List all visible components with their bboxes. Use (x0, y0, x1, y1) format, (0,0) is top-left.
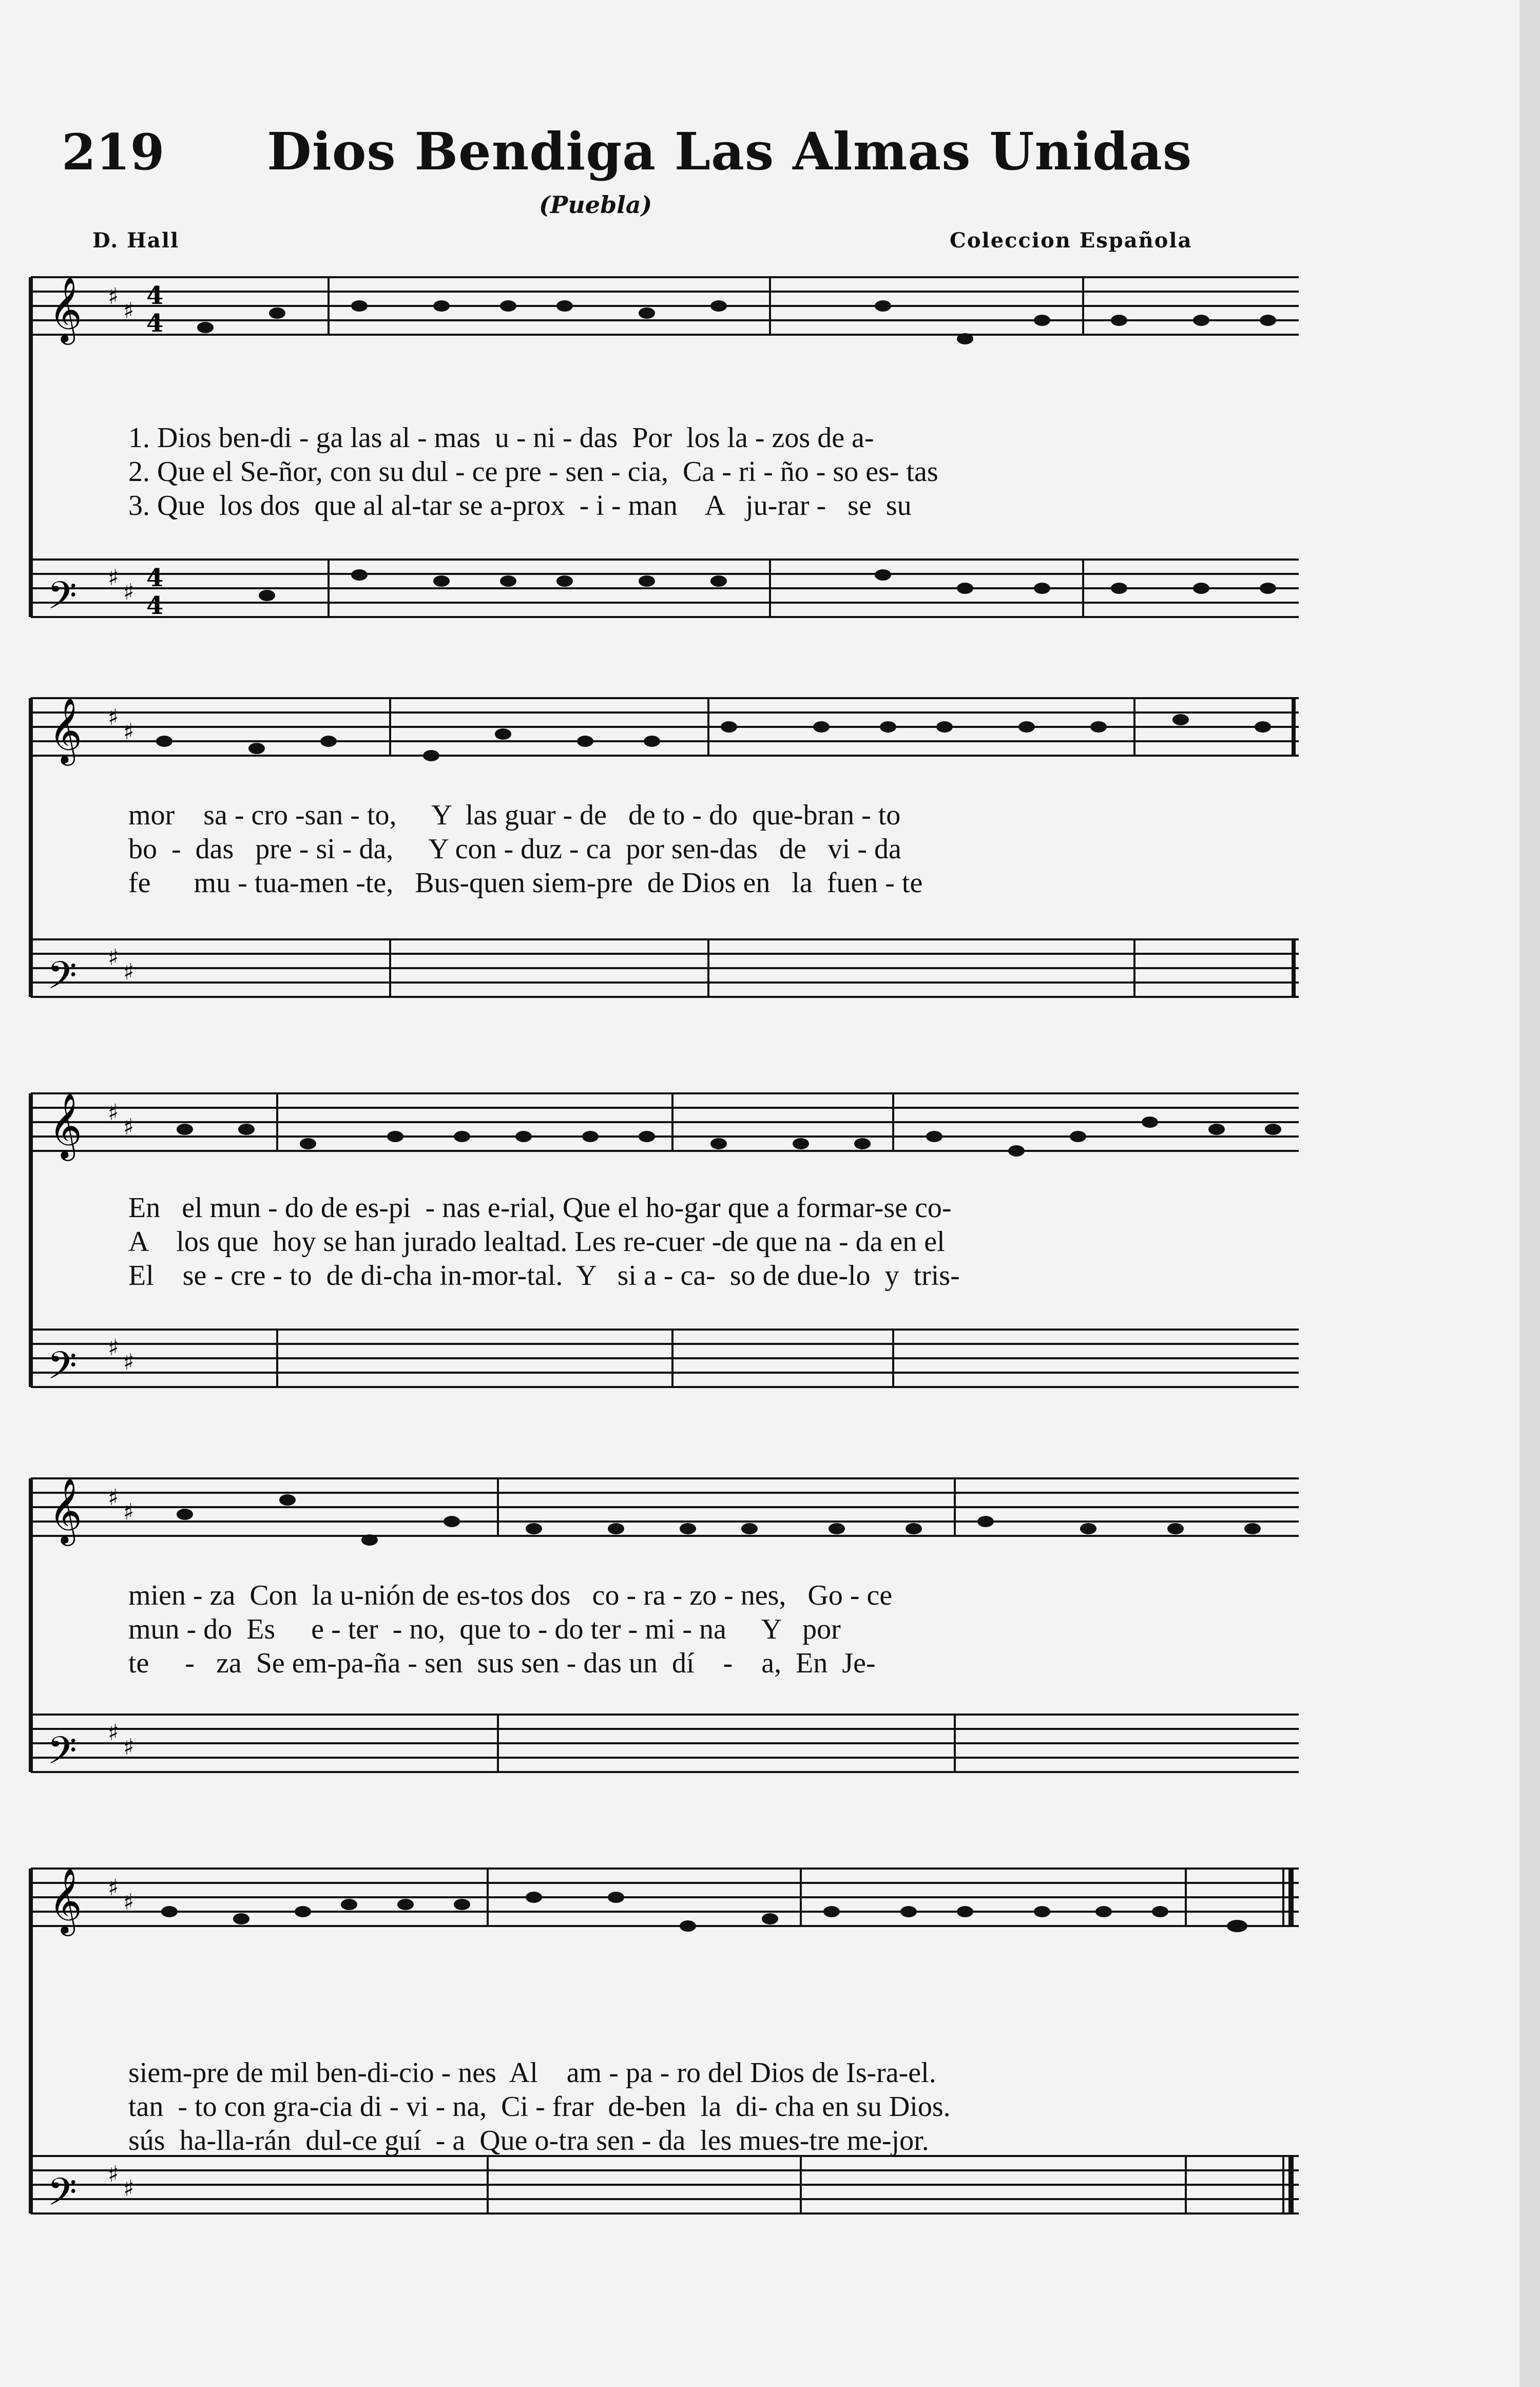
svg-text:4: 4 (146, 281, 164, 310)
lyrics-system-2 (128, 798, 1324, 900)
lyrics-system-1 (128, 421, 1324, 523)
svg-text:4: 4 (146, 309, 164, 338)
lyric-line: mor sa - cro -san - to, Y las guar - de de to - do que-bran - to (128, 799, 901, 831)
svg-text:♯: ♯ (123, 298, 134, 324)
svg-text:♯: ♯ (108, 2161, 119, 2187)
svg-text:♯: ♯ (108, 565, 119, 591)
svg-text:𝄞: 𝄞 (49, 276, 83, 342)
svg-text:♯: ♯ (123, 719, 134, 745)
lyrics-system-4 (128, 1578, 1324, 1680)
svg-text:♯: ♯ (123, 1114, 134, 1140)
page-edge (1519, 0, 1540, 2387)
svg-text:𝄢: 𝄢 (47, 573, 77, 627)
svg-text:♯: ♯ (108, 1720, 119, 1746)
svg-text:𝄞: 𝄞 (49, 1092, 83, 1158)
hymn-number: 219 (62, 123, 165, 181)
lyric-line: En el mun - do de es-pi - nas e-rial, Que el ho-gar que a formar-se co- (128, 1192, 952, 1224)
svg-text:♯: ♯ (123, 2176, 134, 2202)
svg-text:♯: ♯ (108, 1875, 119, 1901)
svg-text:♯: ♯ (123, 1889, 134, 1915)
svg-text:♯: ♯ (108, 704, 119, 730)
lyric-line: sús ha-lla-rán dul-ce guí - a Que o-tra sen - da les mues-tre me-jor. (128, 2125, 929, 2157)
svg-text:♯: ♯ (108, 283, 119, 310)
lyric-line: te - za Se em-pa-ña - sen sus sen - das un dí - a, En Je- (128, 1647, 876, 1679)
svg-text:♯: ♯ (123, 959, 134, 985)
svg-text:𝄞: 𝄞 (49, 1477, 83, 1543)
lyrics-system-5 (128, 2056, 1324, 2158)
lyric-line: 1. Dios ben-di - ga las al - mas u - ni - das Por los la - zos de a- (128, 422, 874, 454)
svg-text:𝄢: 𝄢 (47, 2170, 77, 2224)
lyric-line: fe mu - tua-men -te, Bus-quen siem-pre de Dios en la fuen - te (128, 867, 923, 899)
hymn-title: Dios Bendiga Las Almas Unidas (267, 121, 1192, 182)
svg-text:♯: ♯ (123, 579, 134, 605)
svg-text:♯: ♯ (108, 1485, 119, 1511)
lyric-line: tan - to con gra-cia di - vi - na, Ci - frar de-ben la di- cha en su Dios. (128, 2091, 951, 2123)
svg-text:♯: ♯ (123, 1499, 134, 1525)
svg-text:4: 4 (146, 564, 164, 592)
lyric-line: 2. Que el Se-ñor, con su dul - ce pre - sen - cia, Ca - ri - ño - so es- tas (128, 456, 938, 488)
lyric-line: A los que hoy se han jurado lealtad. Les re-cuer -de que na - da en el (128, 1226, 945, 1258)
svg-text:4: 4 (146, 591, 164, 620)
svg-text:♯: ♯ (123, 1734, 134, 1760)
svg-text:𝄞: 𝄞 (49, 1868, 83, 1933)
lyric-line: bo - das pre - si - da, Y con - duz - ca por sen-das de vi - da (128, 833, 901, 865)
svg-text:♯: ♯ (108, 1100, 119, 1126)
lyric-line: mien - za Con la u-nión de es-tos dos co - ra - zo - nes, Go - ce (128, 1580, 893, 1611)
tune-name: (Puebla) (539, 191, 652, 219)
composer-credit: D. Hall (92, 228, 180, 253)
svg-text:𝄞: 𝄞 (49, 697, 83, 763)
svg-text:♯: ♯ (108, 1335, 119, 1361)
svg-text:♯: ♯ (108, 945, 119, 971)
svg-text:♯: ♯ (123, 1349, 134, 1375)
lyric-line: 3. Que los dos que al al-tar se a-prox - i - man A ju-rar - se su (128, 490, 912, 522)
source-credit: Coleccion Española (950, 228, 1192, 253)
lyrics-system-3 (128, 1191, 1324, 1293)
svg-text:𝄢: 𝄢 (47, 1343, 77, 1397)
lyric-line: mun - do Es e - ter - no, que to - do ter - mi - na Y por (128, 1613, 841, 1645)
svg-text:𝄢: 𝄢 (47, 1728, 77, 1782)
lyric-line: siem-pre de mil ben-di-cio - nes Al am - pa - ro del Dios de Is-ra-el. (128, 2057, 936, 2089)
svg-text:𝄢: 𝄢 (47, 953, 77, 1007)
lyric-line: El se - cre - to de di-cha in-mor-tal. Y si a - ca- so de due-lo y tris- (128, 1260, 960, 1292)
